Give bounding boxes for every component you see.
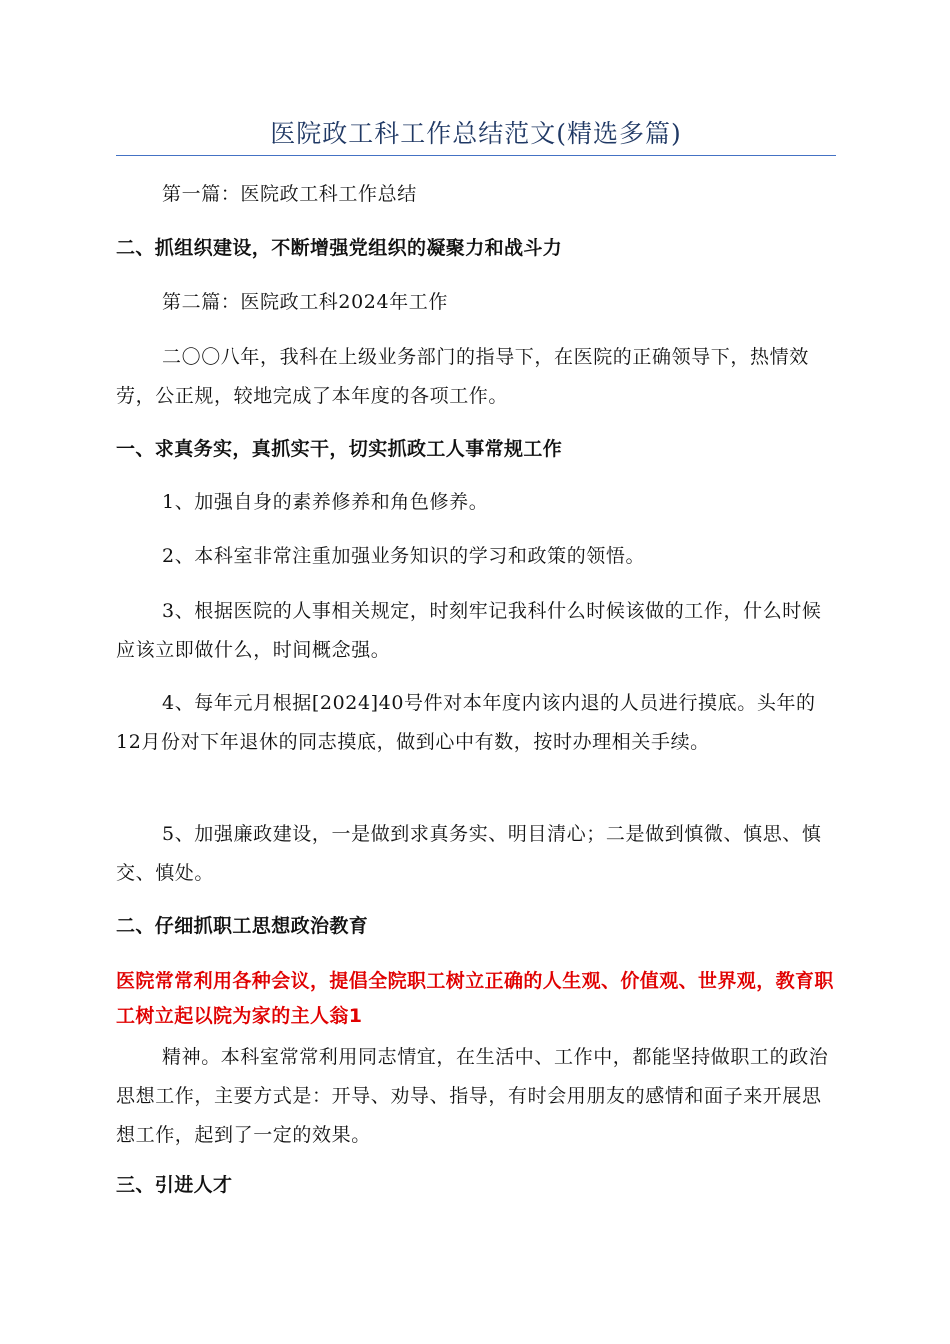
highlighted-paragraph: 医院常常利用各种会议，提倡全院职工树立正确的人生观、价值观、世界观，教育职工树立起以院为家的主人翁1 [116,970,834,1027]
heading-section-three: 三、引进人才 [116,1174,233,1196]
paragraph-part-two: 第二篇：医院政工科2024年工作 [162,291,448,313]
list-item-2: 2、本科室非常注重加强业务知识的学习和政策的领悟。 [162,545,646,567]
document-title: 医院政工科工作总结范文(精选多篇) [270,119,682,148]
list-item-5: 5、加强廉政建设，一是做到求真务实、明目清心；二是做到慎微、慎思、慎交、慎处。 [116,823,822,884]
title-underline [116,155,836,156]
paragraph-intro: 二〇〇八年，我科在上级业务部门的指导下，在医院的正确领导下，热情效劳，公正规，较地完成了本年度的各项工作。 [116,346,809,407]
list-item-3: 3、根据医院的人事相关规定，时刻牢记我科什么时候该做的工作，什么时候应该立即做什么，时间概念强。 [116,600,822,661]
paragraph-part-one: 第一篇：医院政工科工作总结 [162,183,417,205]
heading-section-two: 二、仔细抓职工思想政治教育 [116,915,369,937]
paragraph-spirit: 精神。本科室常常利用同志情宜，在生活中、工作中，都能坚持做职工的政治思想工作，主要方式是：开导、劝导、指导，有时会用朋友的感情和面子来开展思想工作，起到了一定的效果。 [116,1046,829,1146]
heading-organization: 二、抓组织建设，不断增强党组织的凝聚力和战斗力 [116,237,563,259]
heading-section-one: 一、求真务实，真抓实干，切实抓政工人事常规工作 [116,438,563,460]
list-item-4: 4、每年元月根据[2024]40号件对本年度内该内退的人员进行摸底。头年的12月份对下年退休的同志摸底，做到心中有数，按时办理相关手续。 [116,692,816,753]
list-item-1: 1、加强自身的素养修养和角色修养。 [162,491,489,513]
